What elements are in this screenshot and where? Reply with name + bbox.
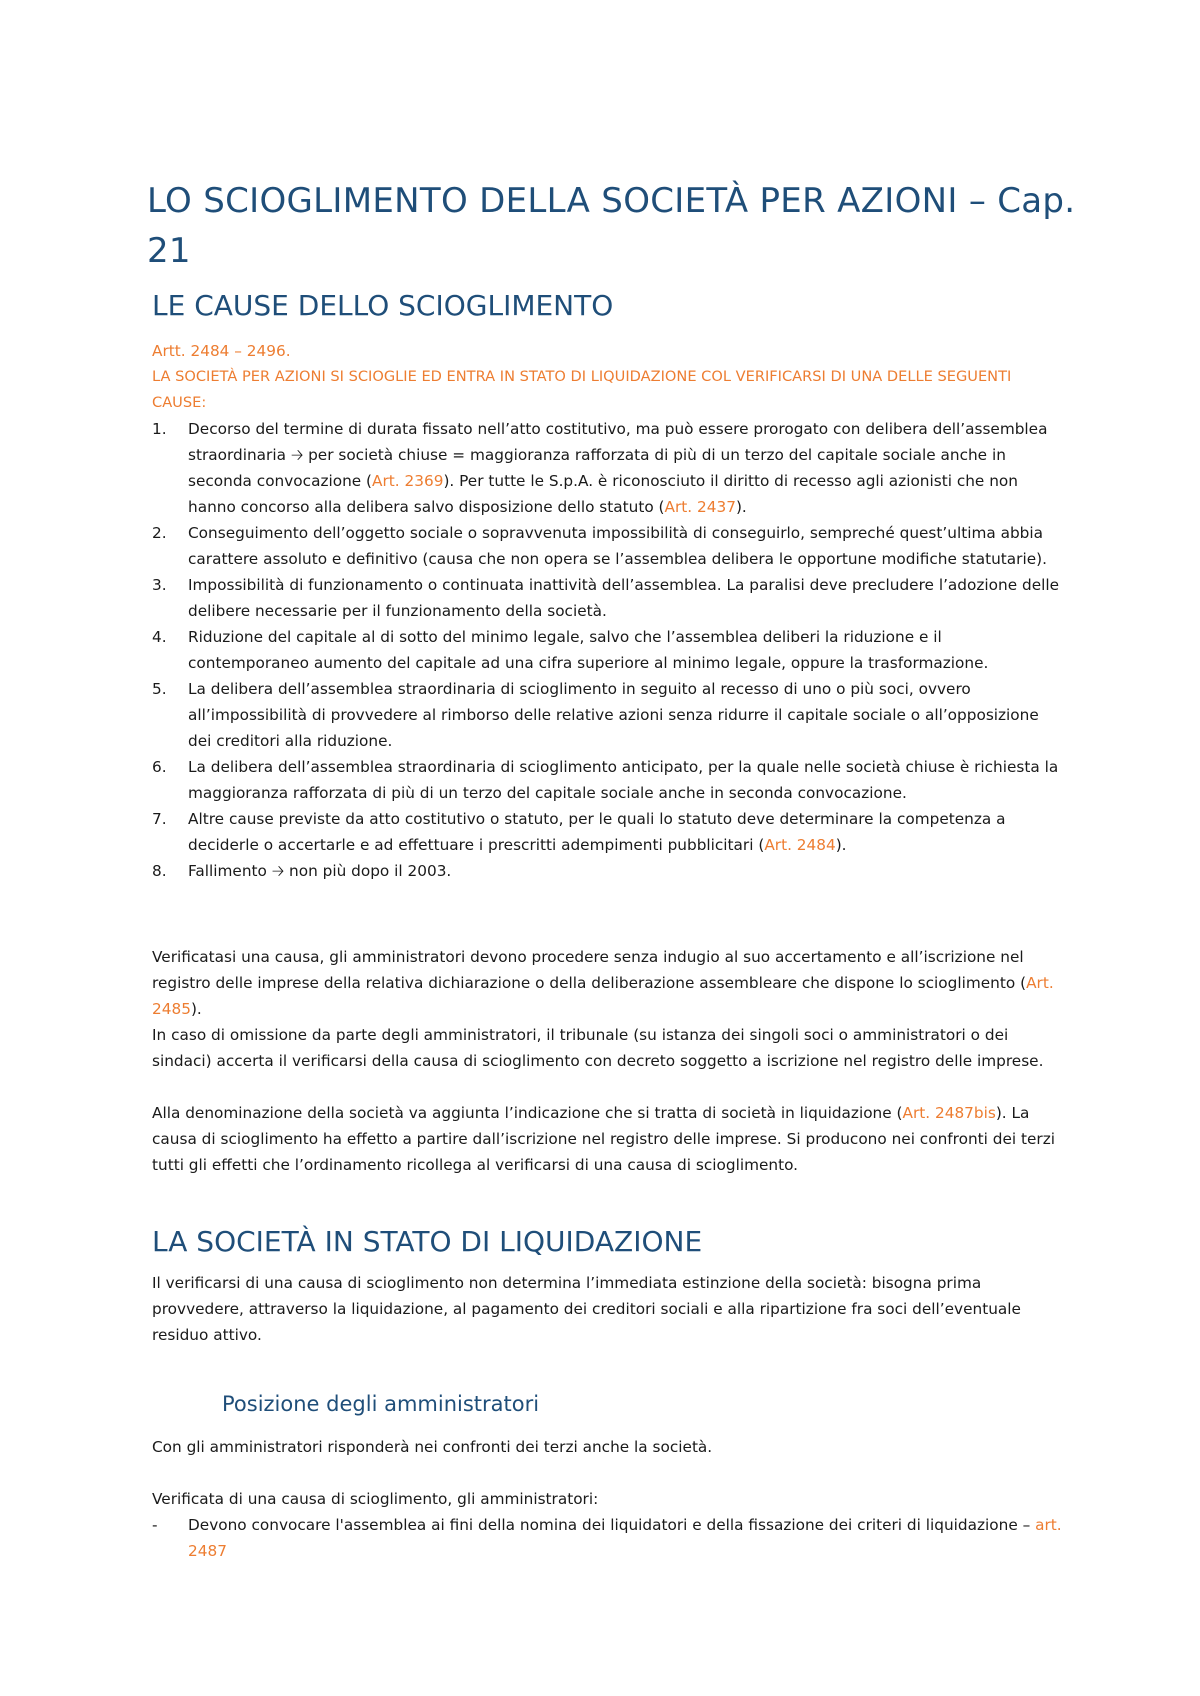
- list-item-text: Riduzione del capitale al di sotto del minimo legale, salvo che l’assemblea deliberi la riduzione e il contemporaneo aumento del capitale ad una cifra superiore al minimo legale, oppure la trasformazione.: [188, 628, 989, 672]
- list-item-text: ).: [835, 836, 847, 854]
- paragraph-text: ). La causa di scioglimento ha effetto a partire dall’iscrizione nel registro delle imprese. Si producono nei confronti dei terzi tutti gli effetti che l’ordinamento ricollega al verificarsi di una causa di scioglimento.: [152, 1104, 1055, 1174]
- list-item-text: Devono convocare l'assemblea ai fini della nomina dei liquidatori e della fissazione dei criteri di liquidazione –: [188, 1516, 1036, 1534]
- bullet-mark: -: [152, 1516, 158, 1534]
- list-item: [152, 1512, 1062, 1564]
- list-item: [152, 676, 1062, 754]
- list-item-text: ).: [735, 498, 747, 516]
- page-title: LO SCIOGLIMENTO DELLA SOCIETÀ PER AZIONI – Cap. 21: [147, 181, 1076, 271]
- bullet-list: [152, 1512, 1062, 1564]
- paragraph: [152, 1100, 1062, 1178]
- article-link[interactable]: art. 2487: [188, 1516, 1062, 1560]
- article-link[interactable]: Art. 2487bis: [902, 1104, 996, 1122]
- list-item-text: Impossibilità di funzionamento o continuata inattività dell’assemblea. La paralisi deve precludere l’adozione delle delibere necessarie per il funzionamento della società.: [188, 576, 1060, 620]
- section-heading-liquidazione: LA SOCIETÀ IN STATO DI LIQUIDAZIONE: [152, 1225, 703, 1258]
- subsection-heading: Posizione degli amministratori: [222, 1392, 540, 1416]
- article-link[interactable]: Art. 2437: [664, 498, 736, 516]
- list-item: [152, 754, 1062, 806]
- article-link[interactable]: Art. 2484: [764, 836, 836, 854]
- articles-reference: Artt. 2484 – 2496.: [152, 342, 291, 360]
- paragraph-text: Verificatasi una causa, gli amministratori devono procedere senza indugio al suo accertamento e all’iscrizione nel registro delle imprese della relativa dichiarazione o della deliberazione assembleare che dispone lo scioglimento (: [152, 948, 1027, 992]
- list-number: 6.: [152, 758, 167, 776]
- list-number: 3.: [152, 576, 167, 594]
- paragraph-text: ).: [190, 1000, 202, 1018]
- section-intro-caps: LA SOCIETÀ PER AZIONI SI SCIOGLIE ED ENTRA IN STATO DI LIQUIDAZIONE COL VERIFICARSI DI UNA DELLE SEGUENTI CAUSE:: [152, 368, 1012, 411]
- list-item-text: La delibera dell’assemblea straordinaria di scioglimento in seguito al recesso di uno o più soci, ovvero all’impossibilità di provvedere al rimborso delle relative azioni senza ridurre il capitale sociale o all’opposizione dei creditori alla riduzione.: [188, 680, 1039, 750]
- paragraph-text: Alla denominazione della società va aggiunta l’indicazione che si tratta di società in liquidazione (: [152, 1104, 903, 1122]
- list-number: 2.: [152, 524, 167, 542]
- list-item-text: ). Per tutte le S.p.A. è riconosciuto il diritto di recesso agli azionisti che non hanno concorso alla delibera salvo disposizione dello statuto (: [188, 472, 1018, 516]
- list-item: [152, 572, 1062, 624]
- list-item-text: La delibera dell’assemblea straordinaria di scioglimento anticipato, per la quale nelle società chiuse è richiesta la maggioranza rafforzata di più di un terzo del capitale sociale anche in seconda convocazione.: [188, 758, 1059, 802]
- list-item: [152, 806, 1062, 858]
- paragraph: Con gli amministratori risponderà nei confronti dei terzi anche la società.: [152, 1438, 713, 1456]
- causes-list: [152, 416, 1062, 884]
- list-item: [152, 624, 1062, 676]
- list-item: [152, 416, 1062, 520]
- list-number: 4.: [152, 628, 167, 646]
- paragraph: Il verificarsi di una causa di scioglimento non determina l’immediata estinzione della società: bisogna prima provvedere, attraverso la liquidazione, al pagamento dei creditori sociali e alla ripartizione fra soci dell’eventuale residuo attivo.: [152, 1274, 1021, 1344]
- article-link[interactable]: Art. 2485: [152, 974, 1054, 1018]
- paragraph: [152, 944, 1062, 1022]
- list-number: 8.: [152, 862, 167, 880]
- paragraph: In caso di omissione da parte degli amministratori, il tribunale (su istanza dei singoli soci o amministratori o dei sindaci) accerta il verificarsi della causa di scioglimento con decreto soggetto a iscrizione nel registro delle imprese.: [152, 1026, 1044, 1070]
- list-number: 7.: [152, 810, 167, 828]
- paragraph: Verificata di una causa di scioglimento, gli amministratori:: [152, 1490, 599, 1508]
- list-item-text: Decorso del termine di durata fissato nell’atto costitutivo, ma può essere prorogato con delibera dell’assemblea straordinaria 🡢 per società chiuse = maggioranza rafforzata di più di un terzo del capitale sociale anche in seconda convocazione (: [188, 420, 1048, 490]
- list-item-text: Conseguimento dell’oggetto sociale o sopravvenuta impossibilità di conseguirlo, sempreché quest’ultima abbia carattere assoluto e definitivo (causa che non opera se l’assemblea delibera le opportune modifiche statutarie).: [188, 524, 1047, 568]
- list-item-text: Altre cause previste da atto costitutivo o statuto, per le quali lo statuto deve determinare la competenza a deciderle o accertarle e ad effettuare i prescritti adempimenti pubblicitari (: [188, 810, 1006, 854]
- list-item: [152, 858, 1062, 884]
- list-item: [152, 520, 1062, 572]
- section-heading-cause: LE CAUSE DELLO SCIOGLIMENTO: [152, 289, 614, 322]
- list-item-text: Fallimento 🡢 non più dopo il 2003.: [188, 862, 452, 880]
- list-number: 1.: [152, 420, 167, 438]
- list-number: 5.: [152, 680, 167, 698]
- article-link[interactable]: Art. 2369: [372, 472, 444, 490]
